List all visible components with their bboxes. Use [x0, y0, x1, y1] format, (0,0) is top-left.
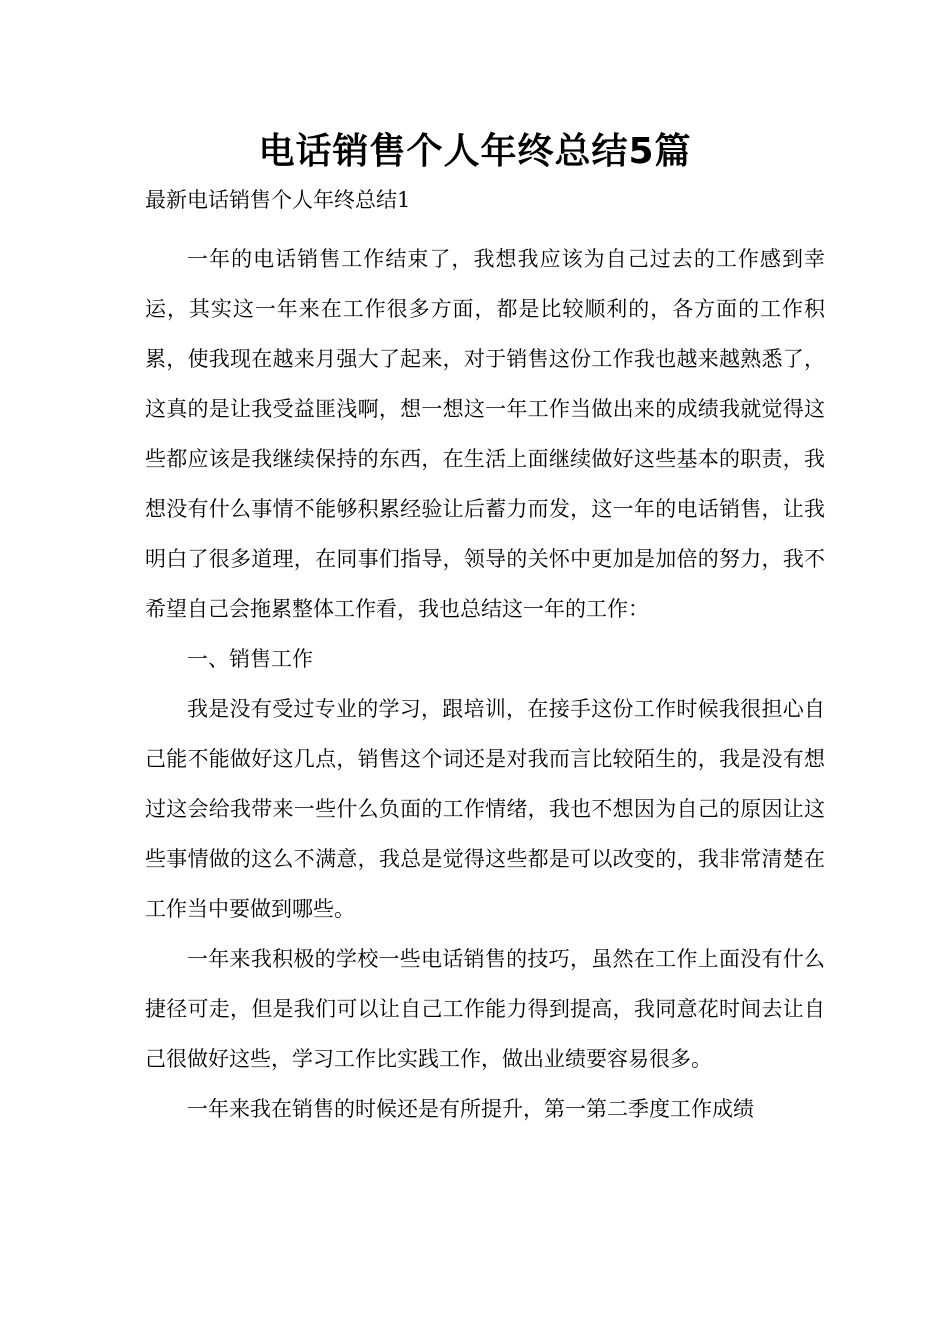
section-heading-sales-work: 一、销售工作	[187, 647, 313, 671]
document-body	[145, 234, 825, 1134]
document-title: 电话销售个人年终总结5篇	[258, 131, 692, 172]
paragraph-intro: 一年的电话销售工作结束了，我想我应该为自己过去的工作感到幸运，其实这一年来在工作很多方面，都是比较顺利的，各方面的工作积累，使我现在越来月强大了起来，对于销售这份工作我也越来越熟悉了，这真的是让我受益匪浅啊，想一想这一年工作当做出来的成绩我就觉得这些都应该是我继续保持的东西，在生活上面继续做好这些基本的职责，我想没有什么事情不能够积累经验让后蓄力而发，这一年的电话销售，让我明白了很多道理，在同事们指导，领导的关怀中更加是加倍的努力，我不希望自己会拖累整体工作看，我也总结这一年的工作：	[145, 247, 825, 621]
paragraph-sales-2: 一年来我积极的学校一些电话销售的技巧，虽然在工作上面没有什么捷径可走，但是我们可以让自己工作能力得到提高，我同意花时间去让自己很做好这些，学习工作比实践工作，做出业绩要容易很多。	[145, 947, 825, 1071]
section-subtitle: 最新电话销售个人年终总结1	[145, 188, 411, 212]
paragraph-sales-1: 我是没有受过专业的学习，跟培训，在接手这份工作时候我很担心自己能不能做好这几点，销售这个词还是对我而言比较陌生的，我是没有想过这会给我带来一些什么负面的工作情绪，我也不想因为自己的原因让这些事情做的这么不满意，我总是觉得这些都是可以改变的，我非常清楚在工作当中要做到哪些。	[145, 697, 825, 921]
paragraph-sales-3: 一年来我在销售的时候还是有所提升，第一第二季度工作成绩	[187, 1097, 754, 1121]
